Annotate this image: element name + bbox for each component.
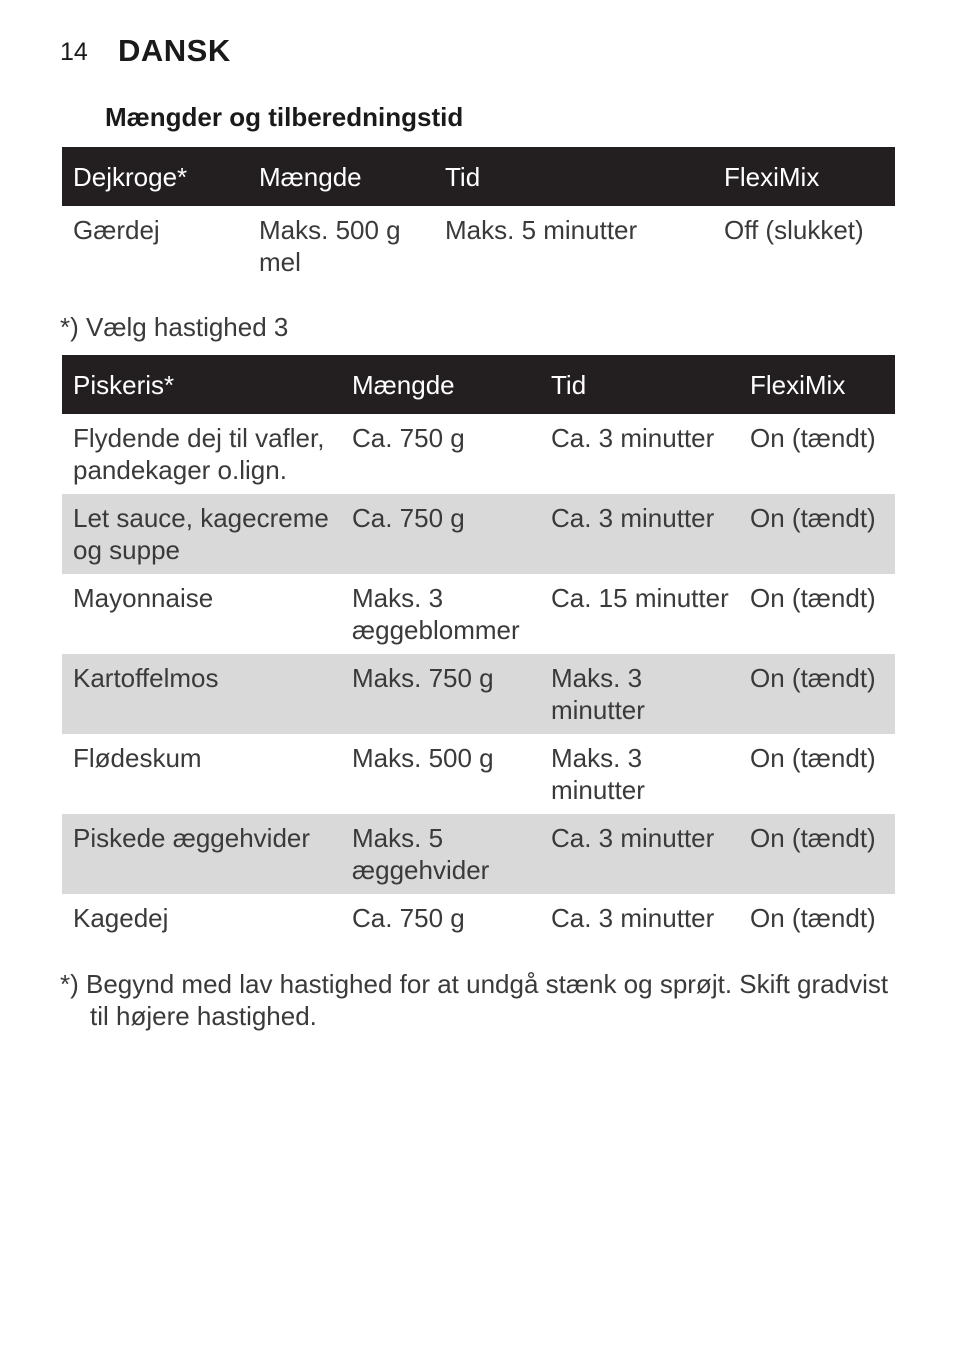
- column-header: FlexiMix: [713, 147, 895, 206]
- table-cell: Kartoffelmos: [62, 654, 341, 734]
- table-cell: Gærdej: [73, 215, 160, 245]
- table-cell: Piskede æggehvider: [62, 814, 341, 894]
- table-cell: Flødeskum: [73, 743, 202, 773]
- table-cell: Off (slukket): [724, 215, 864, 245]
- table-cell: On (tændt): [739, 814, 895, 894]
- column-header: Tid: [540, 355, 739, 414]
- column-header: Tid: [434, 147, 713, 206]
- page-number: 14: [60, 38, 88, 66]
- table-cell: Mayonnaise: [73, 583, 214, 613]
- table-row: [62, 814, 895, 894]
- section-title: Mængder og tilberedningstid: [105, 102, 464, 132]
- dough-hook-table: [62, 147, 895, 286]
- table-cell: Ca. 750 g: [341, 494, 540, 574]
- table-row: [62, 414, 895, 494]
- table-row: [62, 494, 895, 574]
- table-cell: Ca. 3 minutter: [551, 903, 715, 933]
- table-cell: Maks. 3 minutter: [540, 654, 739, 734]
- table-cell: Maks. 750 g: [341, 654, 540, 734]
- column-header: Dejkroge*: [62, 147, 248, 206]
- table-cell: Maks. 500 g mel: [259, 215, 401, 277]
- column-header: Mængde: [248, 147, 434, 206]
- language-heading: DANSK: [118, 33, 231, 68]
- table-cell: Maks. 500 g: [352, 743, 494, 773]
- column-header: Piskeris*: [62, 355, 341, 414]
- table-cell: Maks. 3 æggeblommer: [352, 583, 520, 645]
- table-cell: Maks. 3 minutter: [551, 743, 645, 805]
- table-cell: Kagedej: [73, 903, 169, 933]
- column-header: Mængde: [341, 355, 540, 414]
- table-cell: Maks. 5 æggehvider: [341, 814, 540, 894]
- column-header: FlexiMix: [739, 355, 895, 414]
- table-header-row: [62, 355, 895, 414]
- whisk-table: [62, 355, 895, 942]
- table-cell: Ca. 15 minutter: [551, 583, 729, 613]
- table-row: [62, 734, 895, 814]
- table-cell: Flydende dej til vafler, pandekager o.lign.: [73, 423, 325, 485]
- table-row: [62, 206, 895, 286]
- table-cell: On (tændt): [750, 423, 876, 453]
- table-cell: On (tændt): [750, 903, 876, 933]
- table-row: [62, 574, 895, 654]
- table-cell: Ca. 750 g: [352, 423, 465, 453]
- table-cell: Ca. 3 minutter: [540, 494, 739, 574]
- table-cell: On (tændt): [739, 654, 895, 734]
- table-row: [62, 894, 895, 942]
- table-cell: On (tændt): [739, 494, 895, 574]
- table-cell: On (tændt): [750, 583, 876, 613]
- table-cell: Ca. 3 minutter: [551, 423, 715, 453]
- table-header-row: [62, 147, 895, 206]
- table-cell: On (tændt): [750, 743, 876, 773]
- table-cell: Let sauce, kagecreme og suppe: [62, 494, 341, 574]
- table-cell: Ca. 3 minutter: [540, 814, 739, 894]
- table-cell: Maks. 5 minutter: [445, 215, 638, 245]
- footnote-start-speed: *) Begynd med lav hastighed for at undgå stænk og sprøjt. Skift gradvist til højere hastighed.: [60, 969, 889, 1031]
- table-cell: Ca. 750 g: [352, 903, 465, 933]
- table-row: [62, 654, 895, 734]
- footnote-speed: *) Vælg hastighed 3: [60, 312, 289, 342]
